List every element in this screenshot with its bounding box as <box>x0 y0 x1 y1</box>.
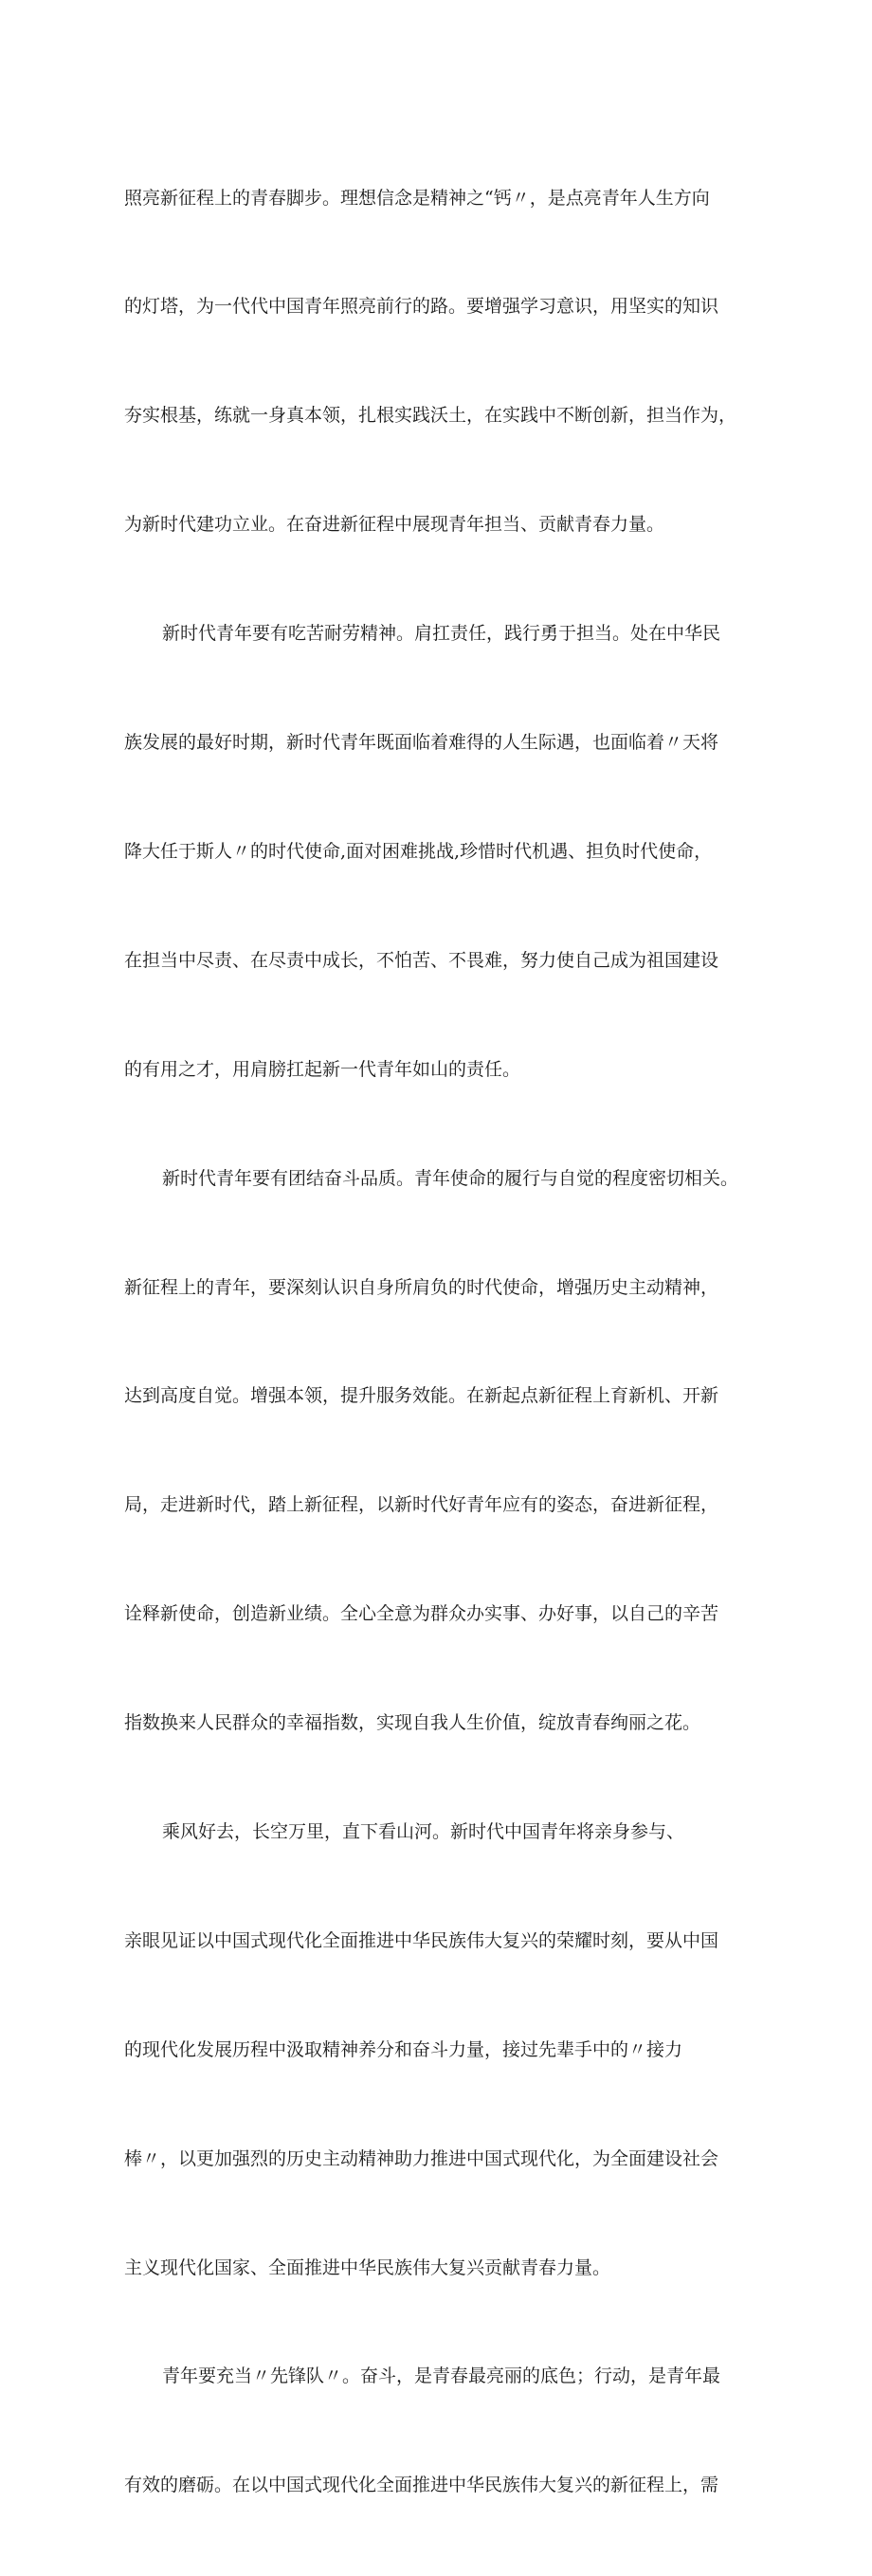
text-line: 新征程上的青年，要深刻认识自身所肩负的时代使命，增强历史主动精神， <box>124 1276 719 1298</box>
text-line: 亲眼见证以中国式现代化全面推进中华民族伟大复兴的荣耀时刻，要从中国 <box>124 1929 719 1951</box>
text-line: 夯实根基，练就一身真本领，扎根实践沃土，在实践中不断创新，担当作为， <box>124 405 737 427</box>
paragraph-first-line: 青年要充当〃先锋队〃。奋斗，是青春最亮丽的底色；行动，是青年最 <box>162 2366 721 2387</box>
text-line: 棒〃，以更加强烈的历史主动精神助力推进中国式现代化，为全面建设社会 <box>124 2147 719 2169</box>
text-line: 的现代化发展历程中汲取精神养分和奋斗力量，接过先辈手中的〃接力 <box>124 2038 683 2060</box>
text-line: 指数换来人民群众的幸福指数，实现自我人生价值，绽放青春绚丽之花。 <box>124 1712 701 1734</box>
document-body <box>124 107 769 2576</box>
text-line: 在担当中尽责、在尽责中成长，不怕苦、不畏难，努力使自己成为祖国建设 <box>124 949 719 971</box>
paragraph-first-line: 乘风好去，长空万里，直下看山河。新时代中国青年将亲身参与、 <box>162 1820 685 1842</box>
text-line: 有效的磨砺。在以中国式现代化全面推进中华民族伟大复兴的新征程上，需 <box>124 2475 719 2496</box>
text-line: 为新时代建功立业。在奋进新征程中展现青年担当、贡献青春力量。 <box>124 514 665 536</box>
text-line: 照亮新征程上的青春脚步。理想信念是精神之“钙〃，是点亮青年人生方向 <box>124 187 710 209</box>
text-line: 局，走进新时代，踏上新征程，以新时代好青年应有的姿态，奋进新征程， <box>124 1494 719 1516</box>
text-line: 的灯塔，为一代代中国青年照亮前行的路。要增强学习意识，用坚实的知识 <box>124 296 719 318</box>
text-line: 达到高度自觉。增强本领，提升服务效能。在新起点新征程上育新机、开新 <box>124 1385 719 1407</box>
text-line: 降大任于斯人〃的时代使命,面对困难挑战,珍惜时代机遇、担负时代使命， <box>124 840 713 862</box>
text-line: 的有用之才，用肩膀扛起新一代青年如山的责任。 <box>124 1058 521 1080</box>
paragraph-first-line: 新时代青年要有吃苦耐劳精神。肩扛责任，践行勇于担当。处在中华民 <box>162 623 721 645</box>
paragraph-first-line: 新时代青年要有团结奋斗品质。青年使命的履行与自觉的程度密切相关。 <box>162 1167 739 1189</box>
text-line: 主义现代化国家、全面推进中华民族伟大复兴贡献青春力量。 <box>124 2256 611 2278</box>
text-line: 诠释新使命，创造新业绩。全心全意为群众办实事、办好事，以自己的辛苦 <box>124 1603 719 1625</box>
text-line: 族发展的最好时期，新时代青年既面临着难得的人生际遇，也面临着〃天将 <box>124 732 719 754</box>
